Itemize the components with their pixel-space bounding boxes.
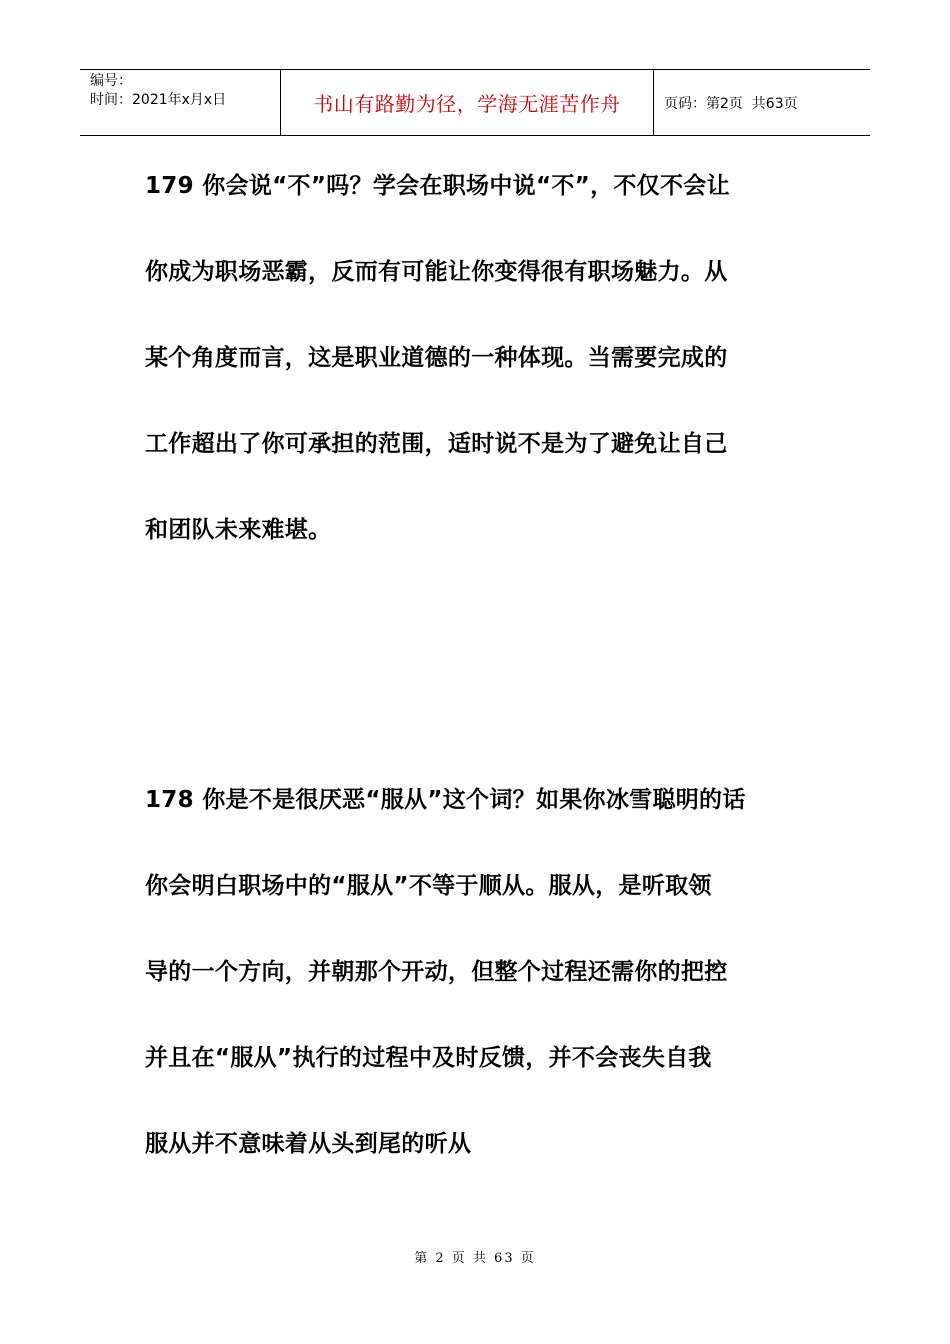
paragraph-line: 导的一个方向，并朝那个开动，但整个过程还需你的把控	[145, 959, 728, 985]
header-meta	[80, 70, 281, 135]
header-motto-cell	[281, 70, 654, 135]
page-label: 页码：第2页 共63页	[664, 95, 798, 112]
header-page-cell	[654, 70, 870, 135]
document-header	[80, 69, 870, 136]
paragraph-line: 178 你是不是很厌恶“服从”这个词？如果你冰雪聪明的话	[145, 787, 746, 813]
paragraph-line: 你会明白职场中的“服从”不等于顺从。服从，是听取领	[145, 873, 712, 899]
paragraph-line: 工作超出了你可承担的范围，适时说不是为了避免让自己	[145, 431, 728, 457]
paragraph-179	[145, 140, 825, 570]
paragraph-line: 和团队未来难堪。	[145, 517, 332, 543]
paragraph-line: 某个角度而言，这是职业道德的一种体现。当需要完成的	[145, 345, 728, 371]
number-label: 编号：	[90, 73, 132, 89]
paragraph-line: 179 你会说“不”吗？学会在职场中说“不”，不仅不会让	[145, 173, 730, 199]
paragraph-line: 并且在“服从”执行的过程中及时反馈，并不会丧失自我	[145, 1045, 712, 1071]
document-body	[145, 140, 825, 1184]
paragraph-178	[145, 754, 825, 1184]
time-label: 时间：2021年x月x日	[90, 92, 227, 108]
paragraph-line: 你成为职场恶霸，反而有可能让你变得很有职场魅力。从	[145, 259, 728, 285]
motto-text: 书山有路勤为径，学海无涯苦作舟	[313, 92, 621, 116]
paragraph-line: 服从并不意味着从头到尾的听从	[145, 1131, 472, 1157]
page-footer: 第 2 页 共 63 页	[414, 1251, 536, 1266]
